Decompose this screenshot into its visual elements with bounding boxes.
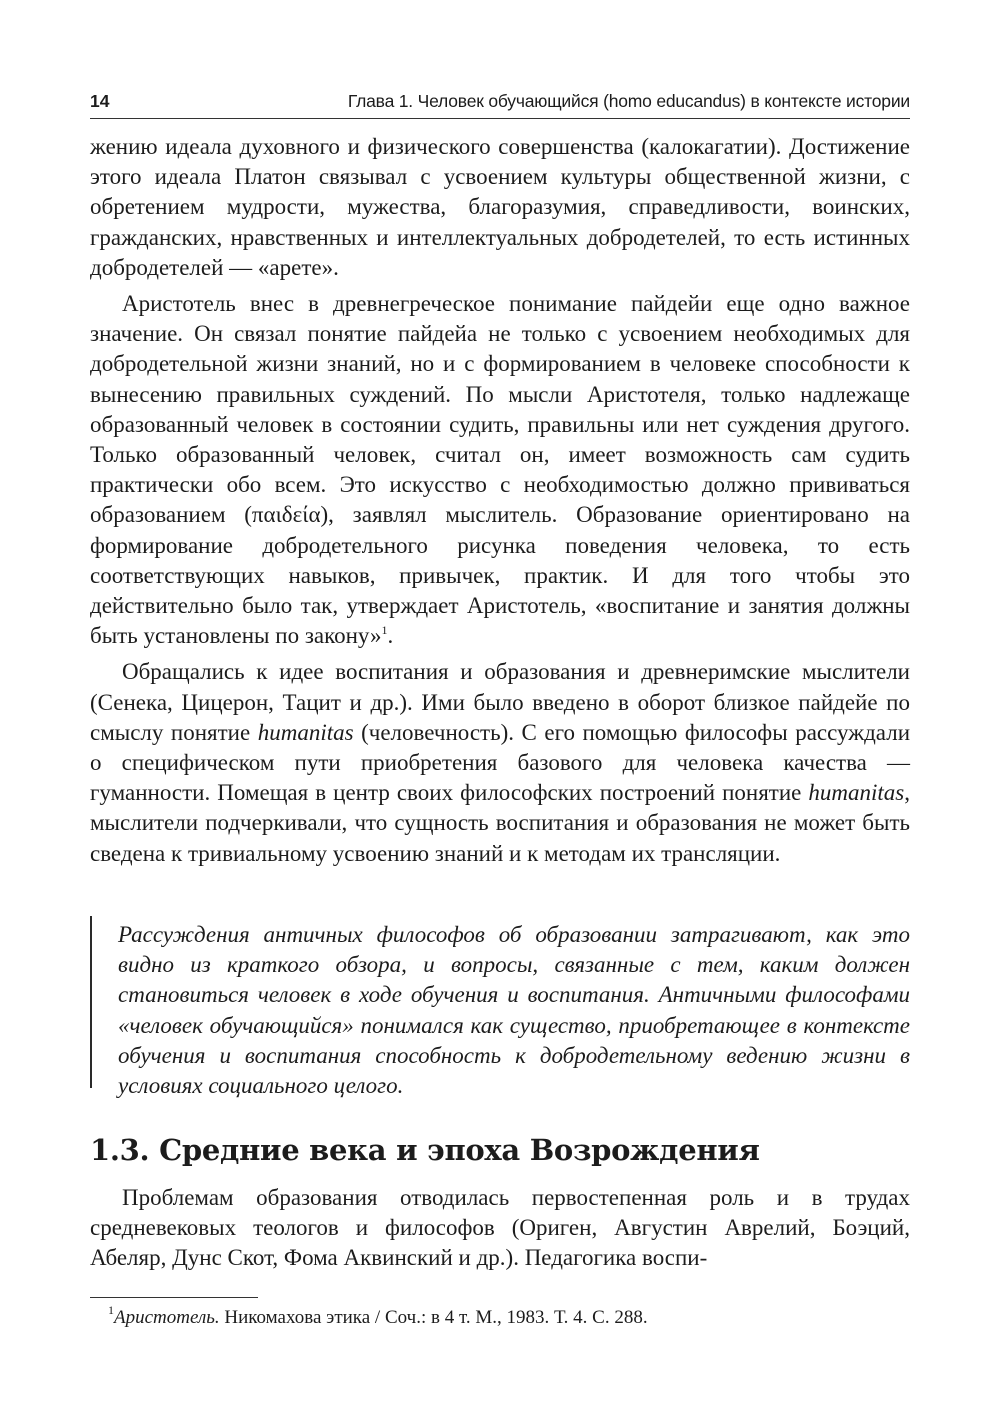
- term-humanitas-second: humanitas: [808, 780, 905, 806]
- footnote-number: 1: [108, 1303, 114, 1317]
- paragraph-rome-text-c: , мыслители подчеркивали, что сущность воспитания и образования не может быть сведена к тривиальному усвоению знаний и к методам их трансляции.: [90, 780, 910, 866]
- paragraph-aristotle: [90, 289, 910, 651]
- footnote: [108, 1305, 648, 1331]
- page-header: [90, 88, 910, 119]
- term-humanitas: humanitas: [257, 719, 354, 745]
- section-heading: 1.3. Средние века и эпоха Возрождения: [90, 1133, 760, 1167]
- summary-callout-text: Рассуждения античных философов об образовании затрагивают, как это видно из краткого обзора, и вопросы, связанные с тем, каким должен становиться человек в ходе обучения и воспитания. Античными философами «человек обучающийся» понимался как существо, приобретающее в контексте обучения и воспитания способность к добродетельному ведению жизни в условиях социального целого.: [118, 922, 910, 1099]
- footnote-reference[interactable]: 1: [381, 623, 388, 638]
- running-head: Глава 1. Человек обучающийся (homo educandus) в контексте истории: [347, 91, 910, 111]
- body-text: [90, 132, 910, 869]
- section-body: [90, 1183, 910, 1274]
- paragraph-aristotle-text: Аристотель внес в древнегреческое понимание пайдейи еще одно важное значение. Он связал понятие пайдейа не только с усвоением необходимых для добродетельной жизни знаний, но и с формированием в человеке способности к вынесению правильных суждений. По мысли Аристотеля, только надлежаще образованный человек в состоянии судить, правильны или нет суждения другого. Только образованный человек, считал он, имеет возможность сам судить практически обо всем. Это искусство с необходимостью должно прививаться образованием (παιδεία), заявлял мыслитель. Образование ориентировано на формирование добродетельного рисунка поведения человека, то есть соответствующих навыков, привычек, практик. И для того чтобы это действительно было так, утверждает Аристотель, «воспитание и занятия должны быть установлены по закону»: [90, 291, 910, 649]
- paragraph-platon: жению идеала духовного и физического совершенства (калокагатии). Достижение этого идеала Платон связывал с усвоением культуры общественной жизни, с обретением мудрости, мужества, благоразумия, справедливости, воинских, гражданских, нравственных и интеллектуальных добродетелей, то есть истинных добродетелей — «арете».: [90, 134, 910, 280]
- footnote-divider: [90, 1297, 258, 1298]
- paragraph-rome-text-b: (человечность). С его помощью философы рассуждали о специфическом пути приобретения базового для человека качества — гуманности. Помещая в центр своих философских построений понятие: [90, 719, 910, 806]
- footnote-text: Никомахова этика / Соч.: в 4 т. М., 1983. Т. 4. С. 288.: [219, 1307, 648, 1328]
- summary-callout: [90, 916, 910, 1099]
- footnote-author: Аристотель.: [114, 1307, 220, 1328]
- paragraph-aristotle-end: .: [387, 623, 394, 649]
- paragraph-rome: [90, 657, 910, 868]
- paragraph-rome-text-a: Обращались к идее воспитания и образования и древнеримские мыслители (Сенека, Цицерон, Тацит и др.). Ими было введено в оборот близкое пайдейе по смыслу понятие: [90, 659, 910, 745]
- section-paragraph: Проблемам образования отводилась первостепенная роль и в трудах средневековых теологов и философов (Ориген, Августин Аврелий, Боэций, Абеляр, Дунс Скот, Фома Аквинский и др.). Педагогика воспи-: [90, 1185, 910, 1271]
- page-number: 14: [90, 91, 110, 111]
